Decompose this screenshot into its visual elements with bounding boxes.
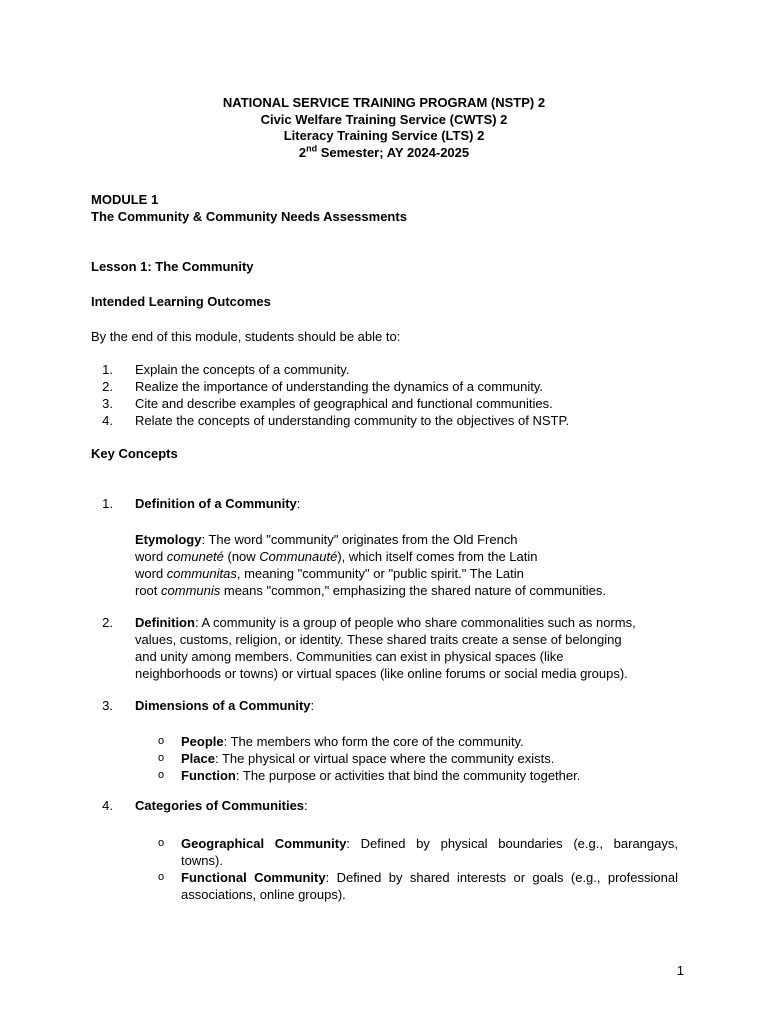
concept-1-number: 1.: [102, 496, 113, 511]
list-text: [181, 767, 580, 784]
list-number: 3.: [102, 396, 113, 411]
list-desc: : The physical or virtual space where the community exists.: [214, 751, 555, 766]
list-item: [91, 395, 691, 412]
list-label: Place: [181, 751, 215, 766]
list-label: Function: [181, 768, 236, 783]
list-text: [181, 750, 554, 767]
etymology-text: word: [135, 549, 167, 564]
module-label: MODULE 1: [91, 192, 159, 207]
outcomes-list: [91, 361, 691, 429]
etymology-text: word: [135, 566, 167, 581]
list-item: [158, 869, 678, 903]
list-desc: : Defined by shared interests or goals (e.g., professional: [325, 870, 678, 885]
dimensions-list: [158, 733, 698, 784]
lts-title: Literacy Training Service (LTS) 2: [283, 128, 485, 143]
etymology-term: Communauté: [259, 549, 338, 564]
list-line-2: associations, online groups).: [181, 887, 346, 902]
page-number: 1: [676, 963, 684, 978]
list-text: Cite and describe examples of geographical and functional communities.: [135, 396, 553, 411]
definition-paragraph: [135, 614, 695, 682]
list-desc: : The members who form the core of the community.: [223, 734, 524, 749]
colon: :: [304, 798, 308, 813]
list-number: 1.: [102, 362, 113, 377]
concept-2-number: 2.: [102, 615, 113, 630]
etymology-line-2: [135, 548, 695, 565]
list-label: People: [181, 734, 224, 749]
etymology-paragraph: [135, 531, 695, 599]
etymology-term: communis: [161, 583, 221, 598]
ilo-intro: By the end of this module, students should be able to:: [91, 329, 401, 344]
concept-4-number: 4.: [102, 798, 113, 813]
list-text: Relate the concepts of understanding community to the objectives of NSTP.: [135, 413, 570, 428]
list-label: Functional Community: [181, 870, 326, 885]
concept-3-number: 3.: [102, 698, 113, 713]
bullet-icon: o: [158, 752, 165, 764]
colon: :: [310, 698, 315, 713]
concept-4-title-text: Categories of Communities: [135, 798, 305, 813]
categories-list: [158, 835, 678, 903]
bullet-icon: o: [158, 735, 165, 747]
etymology-line-3: [135, 565, 695, 582]
list-line-1: [181, 835, 678, 852]
list-item: [158, 733, 698, 750]
etymology-label: Etymology: [135, 532, 202, 547]
etymology-text: means "common," emphasizing the shared nature of communities.: [220, 583, 606, 598]
list-line-1: [181, 869, 678, 886]
list-desc: : Defined by physical boundaries (e.g., barangays,: [346, 836, 678, 851]
ilo-heading: Intended Learning Outcomes: [91, 294, 271, 309]
etymology-term: communitas: [166, 566, 237, 581]
concept-3-title-text: Dimensions of a Community: [135, 698, 311, 713]
colon: :: [296, 496, 301, 511]
semester-line: [0, 144, 768, 161]
semester-text: Semester; AY 2024-2025: [317, 145, 470, 160]
definition-line-3: and unity among members. Communities can exist in physical spaces (like: [135, 649, 564, 664]
list-text: Realize the importance of understanding the dynamics of a community.: [135, 379, 544, 394]
list-text: [181, 733, 524, 750]
list-item: [158, 835, 678, 869]
module-title: The Community & Community Needs Assessments: [91, 209, 407, 224]
etymology-text: : The word "community" originates from the Old French: [201, 532, 518, 547]
list-text: [181, 835, 678, 869]
etymology-line-4: [135, 582, 695, 599]
etymology-line-1: [135, 531, 695, 548]
list-desc: : The purpose or activities that bind the community together.: [235, 768, 581, 783]
definition-line-2: values, customs, religion, or identity. These shared traits create a sense of belonging: [135, 632, 622, 647]
lesson-title: Lesson 1: The Community: [91, 259, 254, 274]
program-title: NATIONAL SERVICE TRAINING PROGRAM (NSTP) 2: [222, 95, 546, 110]
definition-line-4: neighborhoods or towns) or virtual spaces (like online forums or social media groups).: [135, 666, 628, 681]
etymology-text: , meaning "community" or "public spirit." The Latin: [236, 566, 524, 581]
definition-text: : A community is a group of people who share commonalities such as norms,: [194, 615, 636, 630]
list-label: Geographical Community: [181, 836, 347, 851]
etymology-term: comuneté: [166, 549, 224, 564]
bullet-icon: o: [158, 871, 165, 883]
concept-3-title: [135, 697, 314, 714]
list-text: Explain the concepts of a community.: [135, 362, 350, 377]
semester-number: 2: [298, 145, 307, 160]
concept-1-title-text: Definition of a Community: [135, 496, 297, 511]
etymology-text: (now: [223, 549, 260, 564]
concept-4-title: [135, 797, 308, 814]
bullet-icon: o: [158, 769, 165, 781]
list-item: [91, 412, 691, 429]
key-concepts-heading: Key Concepts: [91, 446, 178, 461]
list-number: 2.: [102, 379, 113, 394]
list-item: [91, 378, 691, 395]
list-line-2: towns).: [181, 853, 223, 868]
etymology-text: root: [135, 583, 162, 598]
bullet-icon: o: [158, 837, 165, 849]
cwts-title: Civic Welfare Training Service (CWTS) 2: [260, 112, 508, 127]
list-text: [181, 869, 678, 903]
concept-1-title: [135, 495, 300, 512]
definition-line-1: [135, 614, 695, 631]
list-item: [158, 767, 698, 784]
list-item: [91, 361, 691, 378]
definition-label: Definition: [135, 615, 195, 630]
semester-suffix: nd: [306, 143, 318, 154]
list-number: 4.: [102, 413, 113, 428]
list-item: [158, 750, 698, 767]
etymology-text: ), which itself comes from the Latin: [337, 549, 538, 564]
